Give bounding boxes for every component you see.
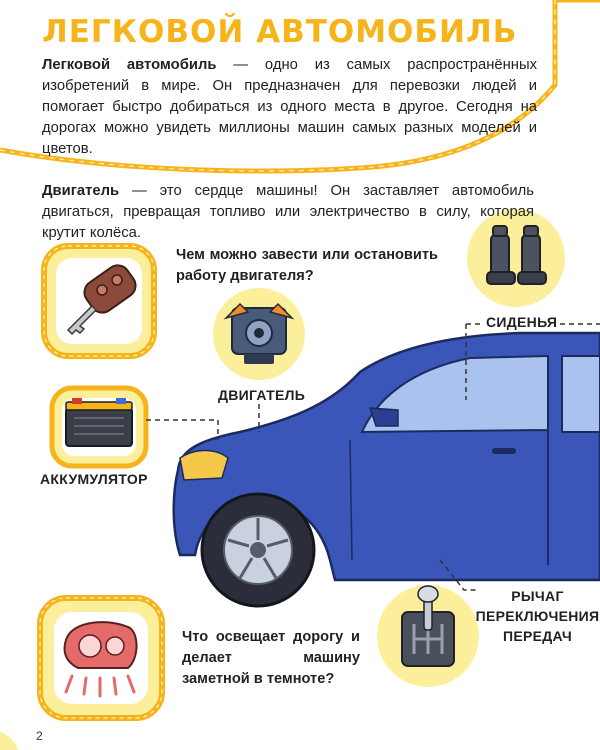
engine-label: ДВИГАТЕЛЬ [218, 387, 306, 403]
intro-paragraph [42, 55, 537, 160]
intro-text: — одно из самых распространённых изобретений в мире. Он предназначен для перевозки людей и помогает быстро добираться из одного места в другое. Сегодня на дорогах можно увидеть миллионы машин самых разных моделей и цветов. [42, 57, 538, 157]
car-headlight [180, 451, 228, 481]
engine-paragraph [42, 181, 534, 244]
gear-shift-label: РЫЧАГ ПЕРЕКЛЮЧЕНИЯ ПЕРЕДАЧ [475, 588, 600, 644]
headlights-question: Что освещает дорогу и делает машину заметной в темноте? [182, 629, 360, 687]
battery-icon [66, 398, 132, 446]
page-number: 2 [36, 729, 43, 743]
intro-term: Легковой автомобиль [42, 57, 217, 73]
page-title: ЛЕГКОВОЙ АВТОМОБИЛЬ [42, 14, 518, 50]
engine-term: Двигатель [42, 183, 120, 199]
engine-question: Чем можно завести или остановить работу двигателя? [176, 247, 438, 284]
engine-text: — это сердце машины! Он заставляет автомобиль двигаться, превращая топливо или электричество в силу, которая крутит колёса. [42, 183, 534, 241]
footer-circle [0, 730, 20, 750]
battery-label: АККУМУЛЯТОР [40, 471, 148, 487]
seats-label: СИДЕНЬЯ [486, 314, 558, 330]
